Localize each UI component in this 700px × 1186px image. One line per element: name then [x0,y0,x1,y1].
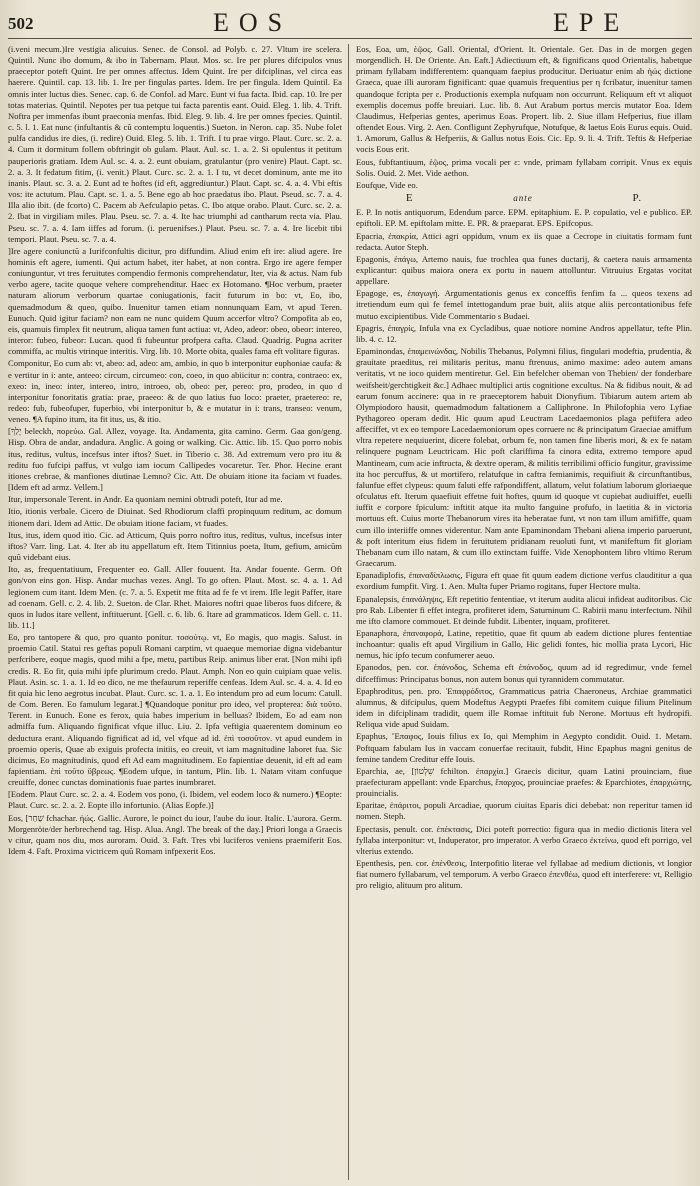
running-head-right: EPE [553,8,630,37]
section-heading [356,193,692,204]
running-head-left: EOS [213,8,293,37]
entry-paragraph: Itur, impersonale Terent. in Andr. Ea quoniam nemini obtrudi poteft, Itur ad me. [8,494,283,505]
entry-paragraph: Itus, itus, idem quod itio. Cic. ad Atticum, Quis porro noftro itus, reditus, vultus, incefsus inter iftos? Varr. ling. Lat. 4. Iter ab itu appellatum eft. Item Titinnius poeta, Itum, gefium, amicũm quũ videbant eius. [8,529,342,563]
section-letter: E [405,192,414,205]
entry-paragraph: [Eodem. Plaut Curc. sc. 2. a. 4. Eodem vos pono, (i. Ibidem, vel eodem loco & numero.) ¶Eopte: Plaut. Curc. sc. 2. a. 2. Eopte illo infortunio. (Alias Eopfe.)] [8,789,342,811]
right-column [356,44,692,1182]
entry-paragraph: Epanalepsis, ἐπανάληψις, Eft repetitio fententiae, vt iterum audita alicui infideat auditoribus. Cic pro Rab. Libenter fi effet integra, profiteret idem, Saturninum C. Rabirii manu interfectum. Nihil me ifto clamore commouet. Et deinde fubdit. Libenter, inquam, profiteret. [356,593,692,626]
entry-paragraph: Eous, fubftantiuum, ἑῷος, prima vocali per ε: vnde, primam fyllabam corripit. Vnus ex equis Solis. Ouid. 2. Met. Vide aethon. [356,156,692,178]
entry-paragraph: [יָלַךְ beleckh, πορεύω. Gal. Allez, voyage. Ita. Andamenta, gita camino. Germ. Gaa gon/geng. Hisp. Obra de andar, andadura. Anglic. A going or walking. Cic. Attic. lib. 15. Quo porro nobis itus, reditus, vultus, incefsus inter iftos? Suet. in Tiberio c. 38. Ad extremum vero pro itu & reditu fuo fufcipi paffus, vt vulgo iam iocum Callipedes vocaretur. Ter. Phor. Hecine erant itiones crebrae, & manfiones diutinae Lemno? Cic. Att. De obuiam itione ita faciam vt fuades. [Idem eft ad armz. Vellem.] [8,426,342,493]
page-header [8,6,692,39]
entry-paragraph: Epectasis, penult. cor. ἐπέκτασις, Dici poteft porrectio: figura qua in medio dictionis litera vel fyllaba interponitur: vt, Induperator, pro imperator. A verbo Graeco ἐκτείνω, quod eft porrigo, vel vlterius extendo. [356,823,692,856]
page-number: 502 [8,14,34,33]
entry-paragraph: ]Ire agere coniunctũ a Iurifconfultis dicitur, pro diffundim. Aliud enim eft ire: aliud agere. Ire hominis eft agere, iumenti. Qui actum habet, iter habet, at non contra. Ergo ire agere femper coniunguntur, vt tres feruitutes compendio fermonis comprehendatur, Iter, via & actus. Nam fub verbo agere, tacite quoque vehere comprehenditur. Haec ex Hotomano. ¶Hoc verbum, praeter naturam aliorum verborum quartae coniugationis, facit futurum in bo: vt, Eo, ibo, quemadmodum & queo, quibo. Inuenitur tamen etiam nonnunquam Eam, vt apud Teren. Eunuch. Quid igitur faciam? non eam ne nunc quidem Quum accerfor vltro? Compofita ab eo, eis, quamuis fimplex fit neutrum, aliqua tamen funt actiua: vt, Adeo, adeor: obeo, obeor: intereo, interor: fubeo, fubeor: Lucan. quod fi fubeuntur profpera cafta. Claud. Quadrig. Pugna acriter commiffa, ac multis vtrinque interitis. Virg. lib. 10. Morte obita, quales fama eft volitare figuras. [8,245,342,357]
entry-paragraph: Epagris, ἐπαγρίς, Infula vna ex Cycladibus, quae notiore nomine Andros appellatur, tefte Plin. lib. 4. c. 12. [356,322,692,344]
left-column [8,44,342,1182]
entry-paragraph: Eos, [שַׁחַר fchachar. ἠώς. Gallic. Aurore, le poinct du iour, l'aube du iour. Italic. L'aurora. Germ. Morgenröte/der herbrechend tag. Hisp. Alua. Angl. The break of the day.] Priori longa a Graecis v citur, quam nos diu, mos auroram. Ouid. 3. Faft. Tres vbi luciferos veniens praemiferit Eos. Idem 4. Faft. Proxima victricem quũ Romam infpexerit Eos. [8,812,342,857]
section-letter: P. [632,192,643,205]
entry-paragraph: Eparitae, ἐπάριτοι, populi Arcadiae, quorum ciuitas Eparis dici debebat: non reperitur tamen id nomen. Steph. [356,800,692,822]
entry-paragraph: Eos, Eoa, um, ἑῷος. Gall. Oriental, d'Orient. It. Orientale. Ger. Das in de morgen gegen morgendlich. H. De Oriente. An. Eaft.] Adiectiuum eft, & fignificans quod Orientalis, habetque primam fyllabam indifferentem: quanquam faepius producitur. Deriuatur enim ab ἠώς dictione Graeca, quae illi auroram fignificant: quae quamuis frequentius per η fcribatur, inuenitur tamen quandoque fcripta per ε. Productionis exempla nufquam non occurrunt. Reliquum eft vt aliquot exemplis docemus poffe breuiari. Luc. lib. 8. Aut Arabum portus mercis mutator Eoa. Idem Claudimus, Hefperias gentes, aperimus Eoas. Propert. lib. 2. Siue illam Hefperius, fiue illam oftendet Eous. Virg. 2. Aen. Confligunt Zephyrufque, Notufque, & laetus Eois Eurus equis. Ouid. 1. Amorum, Gallus & Hefperiis, & Gallus notus Eois. Cic. Ep. 9. li. 4. Trift. Teftis & Hefperiae vocis Eous erit. [356,44,692,155]
entry-paragraph: Ito, as, frequentatiuum, Frequenter eo. Gall. Aller fouuent. Ita. Andar fouente. Germ. Oft gon/von eins gon. Hisp. Andar muchas vezes. Angl. To go often. Plaut. Most. sc. 4. a. 1. Ad legionem cum itant. Idem Men. (c. 7. a. 5. Expetit me ftita ad fe fe vt irem. Ifle legit Paffer, itare ad coenam. Gell. c. 2. 4. lib. 2. Sueton. de Clar. Rhet. Maiores noftri quae liberos fuos difcere, & quos in ludos itare vellent, inftituerunt. [Gell. c. 6. lib. 6. Itare ad grammaticos. Idem Gell. c. 11. lib. 11.] [8,564,342,630]
entry-paragraph: Epanodos, pen. cor. ἐπάνοδος, Schema eft ἐπάνοδος, quum ad id regredimur, vnde femel difceffimus: Principatus bonus, non autem bonus qui tyrannidem commutatur. [356,662,692,684]
entry-paragraph: Eparchia, ae, [שִׁלְטוֹן fchilton. ἐπαρχία.] Graecis dicitur, quam Latini prouinciam, fiue praefecturam appellant: vnde Eparchus, ἔπαρχος, prouinciae praefes: & Eparchiotes, ἐπαρχιώτης, prouincialis. [356,765,692,799]
entry-paragraph: Epaphroditus, pen. pro. Ἐπαφρόδιτος, Grammaticus patria Chaeroneus, Archiae grammatici alumnus, & difcipulus, quem Modeftus Aegypti Praefes fibi comitem cuique filium Pitelinum idem in difciplinam tradidit, quem ille Romae inftituit fub Nerone. Mortuus eft hydropifi. Reliqua vide apud Suidam. [356,685,692,730]
entry-paragraph: E. P. In notis antiquorum, Edendum parce. EPM. epitaphium. E. P. copulatio, vel e publico. EP. epiftoli. EP. M. epiftolam mitte. E. PR. & praeparat. EPS. Epifcopus. [356,207,692,229]
entry-paragraph: Epanadiplofis, ἐπαναδίπλωσις, Figura eft quae fit quum eadem dictione verfus claudititur a qua exordium fumpfit. Virg. 1. Aen. Multa fuper Priamo rogitans, fuper Hectore multa. [356,570,692,592]
entry-paragraph: Epaminondas, ἐπαμεινώνδας, Nobilis Thebanus, Polymni filius, fingulari modeftia, prudentia, & grauitate praeditus, rei militaris peritus, manu ftrenuus, animo maxime: adeo autem amans veritatis, vt ne ioco quidem mentiretur. Gel. Ein befelcher obeman von Thebien/ der fonderbare weifsheit/gerchtigkeit &c.] Adhaec multiplici artis cognitione excultus. Na & fidibus nouit, & ad earum fonum accinere: qua in re praeceptorem habuit Dionyfium. Tibiarum autem artem ab Olympiodoro hausit, quemadmodum faltationem a Calliphrone. In Philofophia vero Lyfiae Pythagoreo operam dedit. Hic quum apud Leuctram Lacedaemonios plaga peftifera adeo affeciffet, vt ex eo tempore Lacedaemoniorum opes corruere nc & principatum Graeciae amiffum vltra repetere nequiuerint, dicere folebat, orbum fe, non tamen fine liberis mori, & ex fe natam relinquere pugnam Leuctricam. Hic poft clariffima fa cinora edita, extremo tempore apud Mantineam, cum acie inftructa, & dextre operam, & militis terribilimi officio fungitur, gravissime ita hoc percuffus, & ut mortifero, relatufque in caftra femianimis, requifiuit & circunftantibus, falunfue effet clypeus: quum faluti effe rafpondiffent, allatum, velut folatium laborum gloriaeque ofculatus eft. Iterum quaefiuit effetne fuit hoftes, quum id quoque vt cupiebat audiuiffet, euelli iuffit e corpore fpiculum: inftitit atque ita multo fanguine profufo, in laetitia & in victoria mortuus eft. Cuius morte Thebanorum vires ita heberatae funt, vt non tam illum amififfe, quam cum illo interiiffe omnes viderentur. Nam ante Epaminondam Thebani aliena imperio paruerunt, & poft interitum eius fidem in feruitutem pridianam reuoluti funt, vt manifeftum fit gloriam Thebanam cum illo natam, & cum illo extinctam fuiffe. Vide Xenophontem libro vltimo Rerum Graecarum. [356,346,692,569]
entry-paragraph: Eoufque, Vide eo. [356,179,418,190]
entry-paragraph: Itio, itionis verbale. Cicero de Diuinat. Sed Rhodiorum claffi propinquum reditum, ac domum itionem dari. Idem ad Attic. De obuiam itione faciam, vt fuades. [8,506,342,528]
column-divider [348,44,349,1180]
entry-paragraph: Epacria, ἐπακρία, Attici agri oppidum, vnum ex iis quae a Cecrope in ciuitatis formam funt redacta. Autor Steph. [356,230,692,252]
section-word: ante [513,193,533,204]
entry-paragraph: Epagoge, es, ἐπαγωγή. Argumentationis genus ex conceffis fenfim fa ... queos texens ad itretiendum eum qui fe femel intettogandum prae buit, aliis atque aliis percontationibus fefe mutuo excipientibus. Vide Commentario s Budaei. [356,288,692,321]
entry-paragraph: Componitur, Eo cum ab: vt, abeo: ad, adeo: am, ambio, in quo b interponitur euphoniae caufa: & e vertitur in i: ante, anteeo: circum, circumeo: con, coeo, in quo abiicitur n: contra, contraeo: ex, exeo: in, ineo: inter, intereo, intro, introeo, ob, obeo: per, pereo: pro, prodeo, in quo d interponitur fonoritatis gratia: prae, praeeo: & de quo latius fuo loco: praeter, praetereo: re, redeo: fub, fubeofuper, fuperbio, vbi interponitur b, & e mutatur in i: trans, transeo: venum, veneo. ¶A fupino itum, ita fit itus, us, & itio. [8,358,342,425]
entry-paragraph: Epenthesis, pen. cor. ἐπένθεσις, Interpofitio literae vel fyllabae ad medium dictionis, vt longior fiat numero fyllabarum, vel temporum. A verbo Graeco ἐπενθέω, quod eft interferere: vt, Relligio pro religio, alituum pro alitum. [356,858,692,891]
entry-paragraph: Epanaphora, ἐπαναφορά, Latine, repetitio, quae fit quum ab eadem dictione plures fententiae inchoantur: qualis eft apud Virgilium in Gallo, Hic gelidi fontes, hic mollia prata Lycori, Hic nemus, hic ipfo tecum confumerer aeuo. [356,627,692,661]
entry-paragraph: (i.veni mecum.)Ire vestigia alicuius. Senec. de Consol. ad Polyb. c. 27. Vltum ire scelera. Quintil. Nunc ibo domum, & ibo in Tabernam. Plaut. Mos. sc. Ire per plures difcipulos vnus praeceptor poteft Quint. Ire per omnes affectus. Idem Quint. Ire per difciplinas, vel circa eas haerere. Quintil. cap. 13. lib. 1. Ire per fingulas partes. Idem. Ire per fingula. Idem Quintil. Ea omnis inter luctus dies. Senec. cap. 6. de Confol. ad Marc. Eunt vi fua facta. Ibid. cap. 10. Ire per totas materias. Quintil. Nepotes per tua petque tui facta parentis eant. Ouid. Eleg. 1. lib. 4. Trift. Noftra per immenfas ibunt praeconia menfas. Ibid. Eleg. 9. lib. 4. Ire per omnes fpecies. Quintil. c. 5. l. 1. Eat nunc (infultantis & cũ contemptu loquentis.) Sueton. in Neron. cap. 35. Nube folet pulfa candidus ire dies, (i. redire) Ouid. Eleg. 5. lib. 1. Trift. I tu prae virgo. Plaut. Curc. sc. 2. a. 4. Cum it dormitum follem obftringit ob gulam. Plaut. Aul. sc. 1. a. 2. Si opulentus it petitum pauperioris gratiam. Idem Aul. sc. 4. a. 2. eunt obuiam, gratulantur (pro venire) Plaut. Capt. sc. 2. a. 3. It fedatum fitim, (i. venit.) Plaut. Curc. sc. 2. a. 1. I tu, vt decet dominum, ante me ito inanis. Plaut. sc. 3. a. 2. Eunt ad te hoftes (id eft, aggrediuntur.) Plaut. Capt. sc. 4. a. 4. Vbi eftis vos: ite actutum. Plau. Capt. sc. 1. a. 5. Bene ego ab hoc praedatus ibo. Plaut. Pseud. sc. 7. a. 4. Illa alio ibit. (de fcorto) C. Pacem ab Aefculapio petas. C. Ibo atque orabo. Plaut. Curc. sc. 2. a. 2. Ibat in virgiliam miles. Plau. Pseu. sc. 7. a. 4. Ite hac triumphi ad cantharum recta via. Plau. Pseu. sc. 7. a. 4. Iam iiffes ad forum. (i. peruenifses.) Plaut. Pseu. sc. 7. a. 4. Ire licebit tibi tempori. Plaut. Pseu. sc. 7. a. 4. [8,44,342,244]
entry-paragraph: Eo, pro tantopere & quo, pro quanto ponitur. τοσούτῳ. vt, Eo magis, quo magis. Salust. in proemio Catil. Statui res geftas populi Romani carptim, vt quaeque memoriae digna videbantur perfcribere, eoque magis, quod mihi a fpe, metu, partibus Reip. animus liber erat. [Non mihi ipfi credis. R. Eo fit, quia mihi ipfe plurimum credo. Plaut. Amph. Non eo quin cuipiam quae velis. Plaut. Asin. sc. 1. a. 1. Id eo dico, ne me thefaurum reperiffe cenfeas. Idem Aul. sc. 4. a. 4. Id eo fit quia hic leno aegrotus incubat. Plaut. Curc. sc. 1. a. 1. Eo intendum pro ad eum locum: Catull. de Com. Beren. Eo famulum legarat.] ¶Quandoque ponitur pro ideo, vel propterea: διὰ τοῦτο. Terent. in Eunuch. Eone es ferox, quia habes imperium in belluas? Ibidem, Eo ad eam non admiffa fum. Aliquando fignificat vfque illuc. Liu. 2. Ipfa veftigia quaerentem dominum eo deductura erant. Aliquando fignificat ad id, vel vfque ad id. ἐπὶ τοσοῦτον. vt apud eundem in proemio operis, Quae ab exiguis profecta initiis, eo creuit, vt iam magnitudine laboret fua. Sic dicimus, Eo magnitudinis, quod eft Ad eam magnitudinem. Eo fapientiae deuenit, id eft ad eam fapientiam. ἐπὶ τοῦτο ὕβρεως. ¶Eodem ufque, in tantum, Plin. lib. 1. Natam vitam confuque creuiffe, donec cunctas dominationis fuae partes inumbraret. [8,632,342,788]
entry-paragraph: Epaphus, Ἔπαφος, Iouis filius ex Io, qui Memphim in Aegypto condidit. Ouid. 1. Metam. Poftquam fabulam Ius in vaccam conuerfae recitauit, fubdit, Hinc Epaphus magni genitus de femine tandem Creditur effe Iouis. [356,731,692,764]
entry-paragraph: Epagonis, ἐπάγω, Artemo nauis, fue trochlea qua funes ductarij, & caetera nauis armamenta explicantur: quibus maiora onera ex portu in nauem attolluntur. Vitruuius Ergatas vocitat appellare. [356,253,692,287]
